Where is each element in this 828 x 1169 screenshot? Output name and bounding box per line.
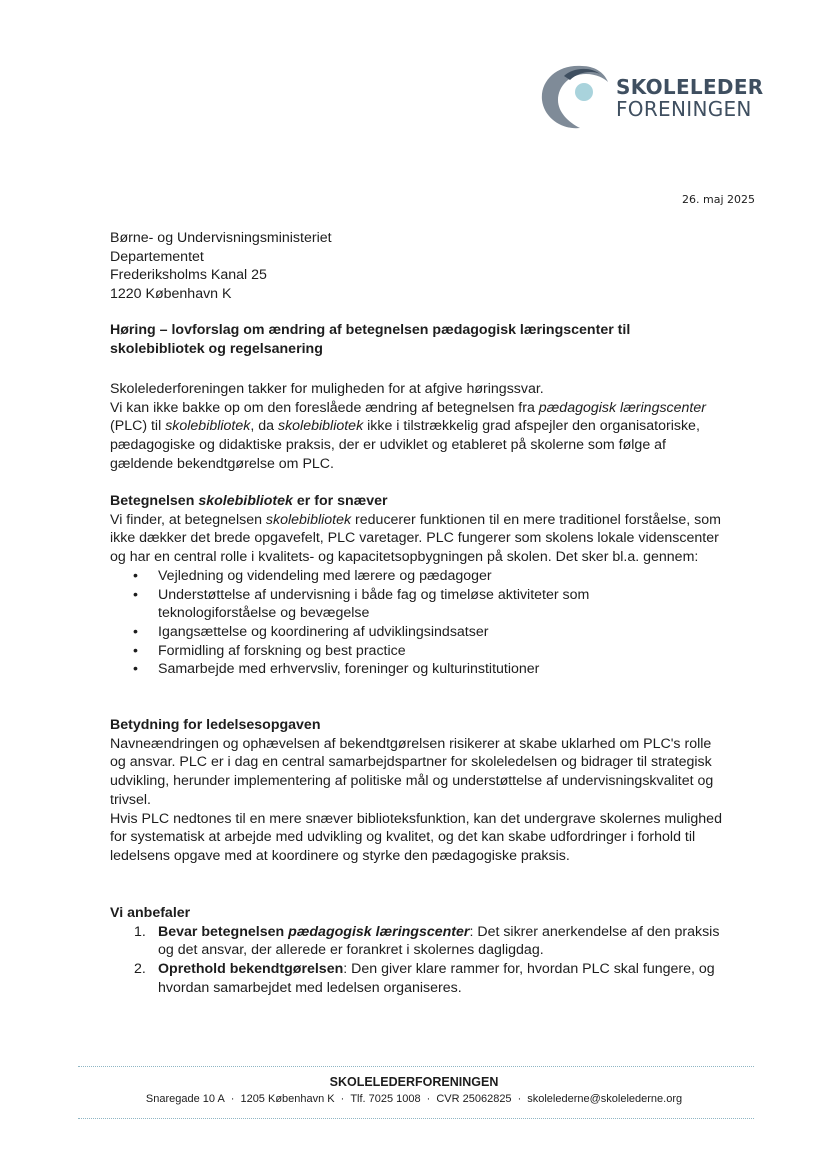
footer-phone: Tlf. 7025 1008 xyxy=(350,1093,421,1105)
footer-divider xyxy=(78,1118,754,1119)
intro-section xyxy=(110,380,730,474)
list-item: • Vejledning og videndeling med lærere og pædagoger xyxy=(110,567,730,586)
footer-organization-name: SKOLELEDERFORENINGEN xyxy=(329,1075,499,1089)
section-paragraph: Hvis PLC nedtones til en mere snæver biblioteksfunktion, kan det undergrave skolernes mulighed for systematisk at arbejde med udvikling og kvalitet, og det kan skabe udfordringer i forhold til ledelsens opgave med at koordinere og styrke den pædagogiske praksis. xyxy=(110,810,722,864)
activity-list xyxy=(110,567,730,679)
list-item: • Understøttelse af undervisning i både fag og timeløse aktiviteter som teknologiforståelse og bevægelse xyxy=(110,586,730,623)
section-recommendations xyxy=(110,904,730,998)
section-term-too-narrow xyxy=(110,492,730,679)
intro-line: Skolelederforeningen takker for muligheden for at afgive høringssvar. xyxy=(110,381,544,397)
list-item: 1. Bevar betegnelsen pædagogisk læringscenter: Det sikrer anerkendelse af den praksis og det ansvar, der allerede er forankret i skolernes dagligdag. xyxy=(134,923,720,959)
letter-date: 26. maj 2025 xyxy=(682,193,755,206)
footer-divider xyxy=(78,1066,754,1067)
logo-mark-icon xyxy=(538,62,610,132)
list-item: 2. Oprethold bekendtgørelsen: Den giver klare rammer for, hvordan PLC skal fungere, og hvordan samarbejdet med ledelsen organiseres. xyxy=(134,961,715,996)
letter-subject: Høring – lovforslag om ændring af betegnelsen pædagogisk læringscenter til skolebibliotek og regelsanering xyxy=(110,322,631,357)
recipient-line: 1220 København K xyxy=(110,285,232,302)
recommendation-list xyxy=(110,923,730,998)
list-item: • Formidling af forskning og best practice xyxy=(110,642,730,661)
logo-line2: FORENINGEN xyxy=(616,97,752,121)
footer-contact-info: Snaregade 10 A · 1205 København K · Tlf. 7025 1008 · CVR 25062825 · skolelederne@skolelederne.org xyxy=(145,1093,683,1105)
recipient-line: Børne- og Undervisningsministeriet xyxy=(110,230,332,246)
organization-logo xyxy=(538,62,768,132)
footer-email: skolelederne@skolelederne.org xyxy=(527,1093,683,1105)
section-heading: Betydning for ledelsesopgaven xyxy=(110,717,321,733)
footer-cvr: CVR 25062825 xyxy=(436,1093,512,1105)
intro-paragraph: Vi kan ikke bakke op om den foreslåede ændring af betegnelsen fra pædagogisk læringscenter (PLC) til skolebibliotek, da skolebibliotek ikke i tilstrækkelig grad afspejler den organisatoriske, pædagogiske og didaktiske praksis, der er udviklet og etableret på skolerne som følge af gældende bekendtgørelse om PLC. xyxy=(110,399,706,472)
section-heading: Betegnelsen skolebibliotek er for snæver xyxy=(110,493,388,509)
footer-address: Snaregade 10 A xyxy=(145,1093,225,1105)
logo-line1: SKOLELEDER xyxy=(616,75,764,99)
footer-city: 1205 København K xyxy=(240,1093,335,1105)
section-leadership xyxy=(110,716,730,866)
section-heading: Vi anbefaler xyxy=(110,905,191,921)
list-item: • Samarbejde med erhvervsliv, foreninger og kulturinstitutioner xyxy=(110,660,730,679)
section-paragraph: Navneændringen og ophævelsen af bekendtgørelsen risikerer at skabe uklarhed om PLC's rolle og ansvar. PLC er i dag en central samarbejdspartner for skoleledelsen og bidrager til strategisk udvikling, herunder implementering af politiske mål og understøttelse af undervisningskvalitet og trivsel. xyxy=(110,735,714,808)
recipient-address xyxy=(110,229,332,303)
section-paragraph: Vi finder, at betegnelsen skolebibliotek reducerer funktionen til en mere traditionel forståelse, som ikke dækker det brede opgavefelt, PLC varetager. PLC fungerer som skolens lokale videnscenter og har en central rolle i kvalitets- og kapacitetsopbygningen på skolen. Det sker bl.a. gennem: xyxy=(110,511,721,566)
recipient-line: Departementet xyxy=(110,248,204,265)
list-item: • Igangsættelse og koordinering af udviklingsindsatser xyxy=(110,623,730,642)
recipient-line: Frederiksholms Kanal 25 xyxy=(110,267,267,283)
